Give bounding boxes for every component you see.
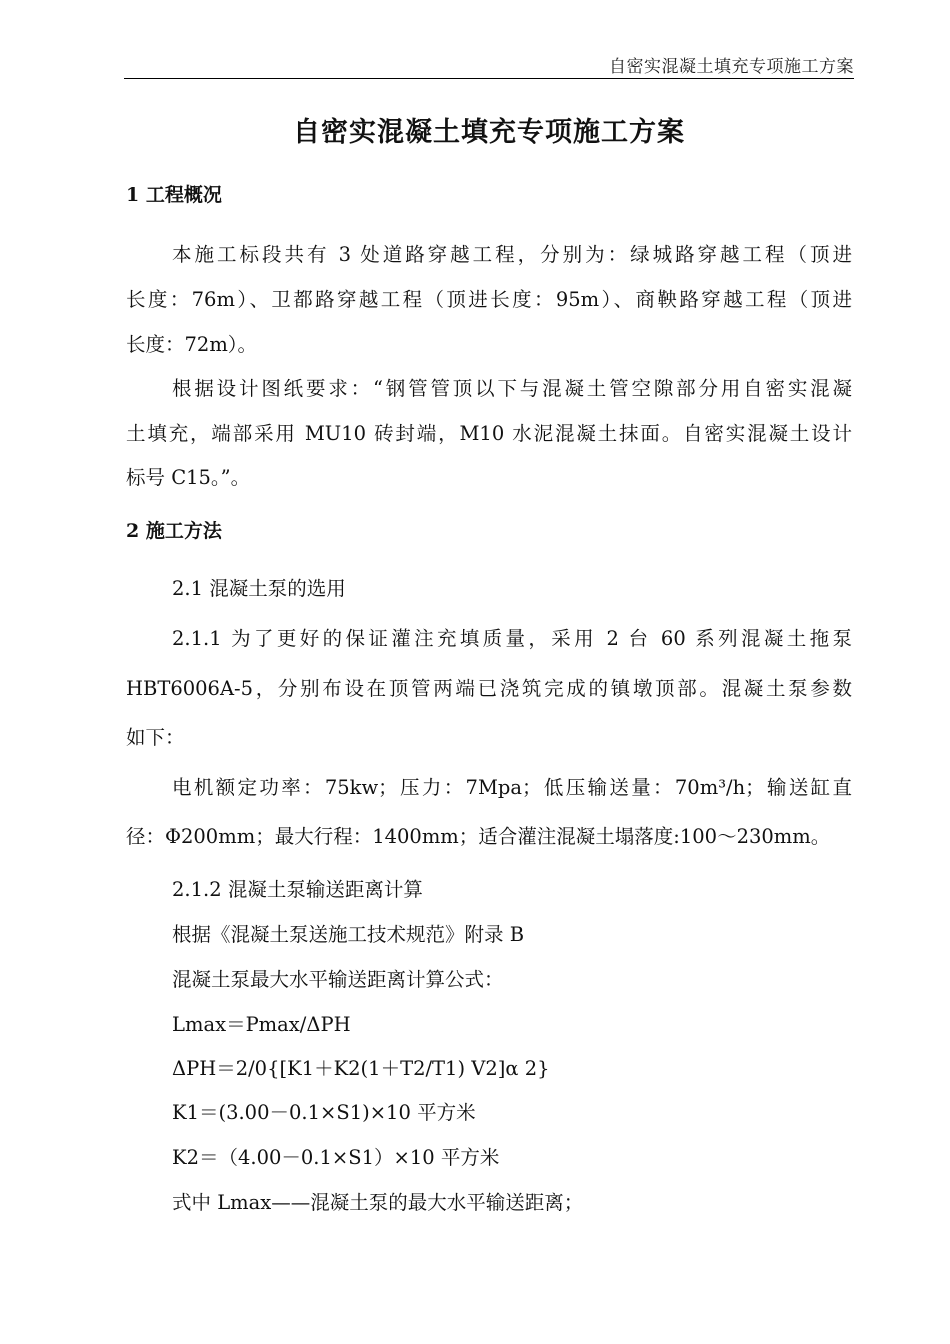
document-title: 自密实混凝土填充专项施工方案 — [293, 117, 685, 148]
section-heading-2: 2 施工方法 — [126, 520, 222, 542]
paragraph-line: 径：Φ200mm；最大行程：1400mm；适合灌注混凝土塌落度:100～230mm。 — [126, 825, 831, 848]
text-line: 混凝土泵最大水平输送距离计算公式： — [172, 968, 504, 991]
header-rule — [124, 78, 854, 79]
subsection-heading: 2.1 混凝土泵的选用 — [172, 577, 346, 600]
paragraph-line: 电机额定功率：75kw；压力：7Mpa；低压输送量：70m³/h；输送缸直 — [172, 776, 852, 799]
paragraph-line: 本施工标段共有 3 处道路穿越工程，分别为：绿城路穿越工程（顶进 — [172, 243, 852, 266]
paragraph-line: 土填充，端部采用 MU10 砖封端，M10 水泥混凝土抹面。自密实混凝土设计 — [126, 422, 852, 445]
formula-line: Lmax＝Pmax/ΔPH — [172, 1013, 351, 1036]
paragraph-line: 标号 C15。”。 — [126, 466, 251, 489]
text-line: 根据《混凝土泵送施工技术规范》附录 B — [172, 923, 525, 946]
section-heading-1: 1 工程概况 — [126, 184, 222, 206]
paragraph-line: 长度：72m）。 — [126, 333, 258, 356]
formula-line: K2＝（4.00－0.1×S1）×10 平方米 — [172, 1146, 500, 1169]
formula-line: K1＝(3.00－0.1×S1)×10 平方米 — [172, 1101, 476, 1124]
paragraph-line: 长度：76m）、卫都路穿越工程（顶进长度：95m）、商鞅路穿越工程（顶进 — [126, 288, 852, 311]
text-line: 式中 Lmax——混凝土泵的最大水平输送距离； — [172, 1191, 584, 1214]
paragraph-line: HBT6006A-5，分别布设在顶管两端已浇筑完成的镇墩顶部。混凝土泵参数 — [126, 677, 852, 700]
paragraph-line: 根据设计图纸要求：“钢管管顶以下与混凝土管空隙部分用自密实混凝 — [172, 377, 852, 400]
subsection-heading: 2.1.2 混凝土泵输送距离计算 — [172, 878, 423, 901]
running-header: 自密实混凝土填充专项施工方案 — [609, 57, 854, 77]
formula-line: ΔPH＝2/0{[K1＋K2(1＋T2/T1) V2]α 2} — [172, 1057, 550, 1080]
paragraph-line: 如下： — [126, 726, 185, 749]
paragraph-line: 2.1.1 为了更好的保证灌注充填质量，采用 2 台 60 系列混凝土拖泵 — [172, 627, 852, 650]
